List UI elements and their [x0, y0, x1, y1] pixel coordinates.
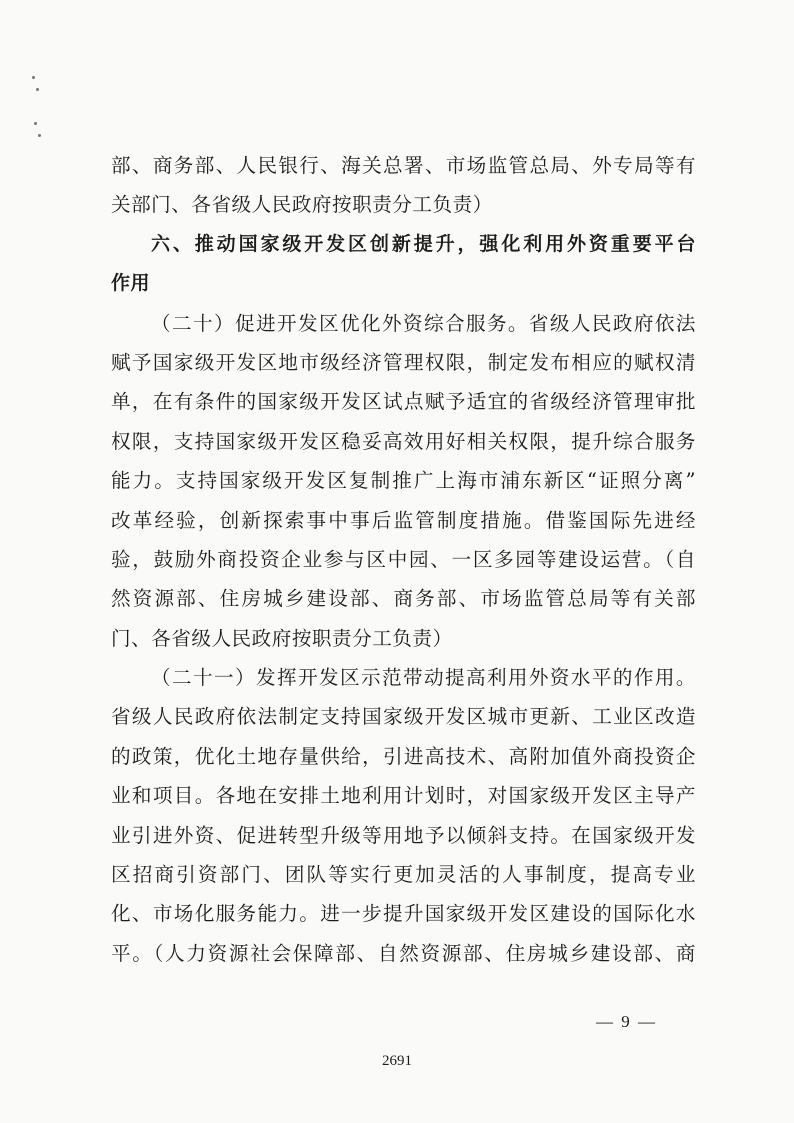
- text-line: 能力。支持国家级开发区复制推广上海市浦东新区“证照分离”: [111, 469, 696, 493]
- text-line: （二十一）发挥开发区示范带动提高利用外资水平的作用。: [151, 666, 696, 690]
- text-line: 业引进外资、促进转型升级等用地予以倾斜支持。在国家级开发: [111, 823, 696, 847]
- text-line: 关部门、各省级人民政府按职责分工负责）: [111, 193, 493, 217]
- text-line: 然资源部、住房城乡建设部、商务部、市场监管总局等有关部: [111, 587, 696, 611]
- binding-dot: [36, 88, 39, 91]
- binding-dot: [34, 122, 37, 125]
- text-line: 部、商务部、人民银行、海关总署、市场监管总局、外专局等有: [111, 154, 696, 177]
- text-line: 改革经验，创新探索事中事后监管制度措施。借鉴国际先进经: [111, 508, 696, 532]
- footer-code: 2691: [382, 1053, 412, 1069]
- text-line: （二十）促进开发区优化外资综合服务。省级人民政府依法: [151, 311, 696, 335]
- section-heading: 六、推动国家级开发区创新提升，强化利用外资重要平台: [151, 232, 696, 255]
- text-line: 验，鼓励外商投资企业参与区中园、一区多园等建设运营。（自: [111, 547, 696, 571]
- text-line: 单，在有条件的国家级开发区试点赋予适宜的省级经济管理审批: [111, 390, 696, 414]
- binding-marks: [30, 74, 42, 144]
- binding-dot: [32, 76, 35, 79]
- text-line: 门、各省级人民政府按职责分工负责）: [111, 626, 453, 650]
- section-heading: 作用: [111, 272, 151, 295]
- text-line: 的政策，优化土地存量供给，引进高技术、高附加值外商投资企: [111, 744, 696, 768]
- body-text: [111, 146, 696, 973]
- binding-dot: [38, 134, 41, 137]
- text-line: 平。（人力资源社会保障部、自然资源部、住房城乡建设部、商: [111, 941, 696, 965]
- text-line: 赋予国家级开发区地市级经济管理权限，制定发布相应的赋权清: [111, 350, 696, 374]
- text-line: 化、市场化服务能力。进一步提升国家级开发区建设的国际化水: [111, 902, 696, 926]
- page-number: — 9 —: [596, 1012, 657, 1031]
- text-line: 区招商引资部门、团队等实行更加灵活的人事制度，提高专业: [111, 863, 696, 887]
- text-line: 业和项目。各地在安排土地利用计划时，对国家级开发区主导产: [111, 784, 696, 808]
- text-line: 省级人民政府依法制定支持国家级开发区城市更新、工业区改造: [111, 705, 696, 729]
- text-line: 权限，支持国家级开发区稳妥高效用好相关权限，提升综合服务: [111, 429, 696, 453]
